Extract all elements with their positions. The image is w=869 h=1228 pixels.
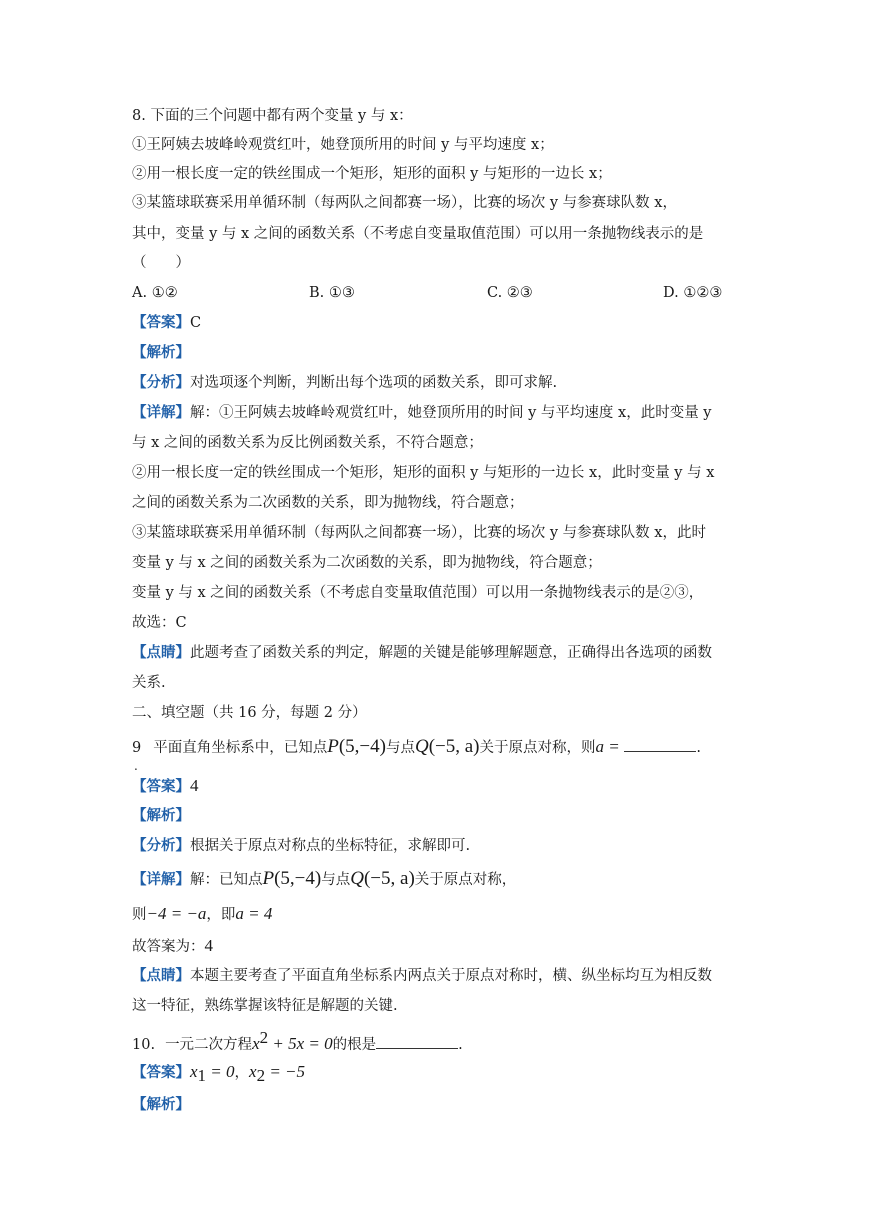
answer-tag: 【答案】 (132, 314, 190, 331)
q8-xiangjie-6: 变量 y 与 x 之间的函数关系为二次函数的关系，即为抛物线，符合题意； (132, 555, 602, 571)
q10-answer: 【答案】$x_1 = 0$，$x_2 = -5$ (132, 1062, 306, 1085)
q8-item-1: ①王阿姨去坡峰岭观赏红叶，她登顶所用的时间 y 与平均速度 x； (132, 137, 554, 153)
q8-fenxi: 【分析】对选项逐个判断，判断出每个选项的函数关系，即可求解. (132, 374, 558, 391)
q8-option-b: B. ①③ (309, 285, 355, 301)
q8-answer: 【答案】C (132, 314, 202, 331)
q8-xiangjie-3: ②用一根长度一定的铁丝围成一个矩形，矩形的面积 y 与矩形的一边长 x，此时变量 y 与 x (132, 465, 715, 481)
q8-xiangjie-2: 与 x 之间的函数关系为反比例函数关系，不符合题意； (132, 435, 483, 451)
q9-fenxi: 【分析】根据关于原点对称点的坐标特征，求解即可. (132, 837, 471, 854)
q8-item-2: ②用一根长度一定的铁丝围成一个矩形，矩形的面积 y 与矩形的一边长 x； (132, 166, 612, 182)
q9-answer: 【答案】4 (132, 776, 199, 795)
q9-stem: 9 平面直角坐标系中，已知点P(5,−4)与点Q(−5, a)关于原点对称，则a = . (132, 736, 701, 757)
q10-answer-blank[interactable] (376, 1034, 458, 1049)
q8-dianjing-1: 【点睛】此题考查了函数关系的判定，解题的关键是能够理解题意，正确得出各选项的函数 (132, 644, 712, 661)
q8-question: 其中，变量 y 与 x 之间的函数关系（不考虑自变量取值范围）可以用一条抛物线表示的是 (132, 226, 704, 242)
q9-then: 则−4 = −a，即a = 4 (132, 904, 273, 923)
q8-option-d: D. ①②③ (663, 285, 723, 301)
q9-dianjing-2: 这一特征，熟练掌握该特征是解题的关键. (132, 998, 398, 1014)
q8-option-a: A. ①② (132, 285, 178, 301)
q8-dianjing-2: 关系. (132, 675, 166, 691)
q8-item-3: ③某篮球联赛采用单循环制（每两队之间都赛一场），比赛的场次 y 与参赛球队数 x， (132, 195, 677, 211)
q8-analysis-heading: 【解析】 (132, 344, 190, 361)
q8-option-c: C. ②③ (487, 285, 533, 301)
q9-answer-blank[interactable] (624, 737, 696, 752)
q10-stem: 10. 一元二次方程$x^2 + 5x = 0$的根是 . (132, 1028, 463, 1053)
q10-analysis-heading: 【解析】 (132, 1096, 190, 1113)
q9-dot: . (134, 759, 138, 773)
q8-xiangjie-7: 变量 y 与 x 之间的函数关系（不考虑自变量取值范围）可以用一条抛物线表示的是②③， (132, 585, 704, 601)
q9-xiangjie: 【详解】解：已知点P(5,−4)与点Q(−5, a)关于原点对称， (132, 868, 517, 889)
q9-analysis-heading: 【解析】 (132, 807, 190, 824)
q8-stem: 8. 下面的三个问题中都有两个变量 y 与 x： (132, 108, 413, 124)
q8-xiangjie-5: ③某篮球联赛采用单循环制（每两队之间都赛一场），比赛的场次 y 与参赛球队数 x，此时 (132, 525, 706, 541)
q8-xiangjie-4: 之间的函数关系为二次函数的关系，即为抛物线，符合题意； (132, 495, 524, 511)
q8-paren: （ ） (132, 255, 190, 271)
q8-xiangjie-8: 故选：C (132, 615, 187, 631)
section-title: 二、填空题（共 16 分，每题 2 分） (132, 705, 367, 721)
q9-dianjing-1: 【点睛】本题主要考查了平面直角坐标系内两点关于原点对称时，横、纵坐标均互为相反数 (132, 967, 712, 984)
q9-final: 故答案为：4 (132, 936, 213, 955)
q8-xiangjie-1: 【详解】解：①王阿姨去坡峰岭观赏红叶，她登顶所用的时间 y 与平均速度 x，此时变量 y (132, 404, 712, 421)
